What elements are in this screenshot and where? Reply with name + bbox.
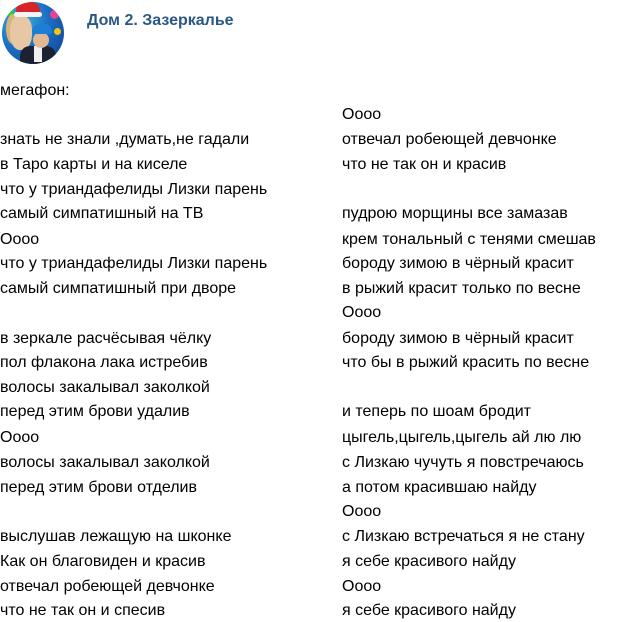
post-text-line: что бы в рыжий красить по весне (342, 354, 590, 371)
post-text-line: Оооо (0, 429, 40, 446)
post-text-line: перед этим брови удалив (0, 403, 190, 420)
post-text-line: волосы закалывал заколкой (0, 454, 210, 471)
ornament-icon (54, 28, 61, 35)
post-text-line: выслушав лежащую на шконке (0, 528, 232, 545)
group-title-link[interactable]: Дом 2. Зазеркалье (87, 12, 234, 29)
post-text-line: бороду зимою в чёрный красит (342, 330, 574, 347)
avatar-figure (10, 16, 32, 50)
post-text-line: с Лизкаю чучуть я повстречаюсь (342, 454, 584, 471)
post-text-line: пол флакона лака истребив (0, 354, 208, 371)
post-text-line: Оооо (342, 503, 382, 520)
post-text-line: самый симпатишный при дворе (0, 280, 237, 297)
post-text-line: и теперь по шоам бродит (342, 403, 531, 420)
post-text-line: в рыжий красит только по весне (342, 280, 581, 297)
post-text-line: знать не знали ,думать,не гадали (0, 131, 250, 148)
post-text-line: Оооо (0, 231, 40, 248)
post-text-line: что не так он и спесив (0, 602, 166, 619)
santa-hat-icon (32, 24, 52, 34)
post-text-line: я себе красивого найду (342, 602, 516, 619)
avatar-figure (34, 46, 42, 62)
post-text-line: перед этим брови отделив (0, 479, 197, 496)
post-text-line: мегафон: (0, 82, 70, 99)
post-text-line: крем тональный с тенями смешав (342, 231, 596, 248)
post-text-line: отвечал робеющей девчонке (342, 131, 557, 148)
post-text-line: с Лизкаю встречаться я не стану (342, 528, 585, 545)
post-text-line: в Таро карты и на киселе (0, 156, 188, 173)
post-text-line: самый симпатишный на ТВ (0, 205, 204, 222)
ornament-icon (50, 10, 59, 19)
post-text-line: в зеркале расчёсывая чёлку (0, 330, 212, 347)
post-text-line: бороду зимою в чёрный красит (342, 255, 574, 272)
post-text-line: цыгель,цыгель,цыгель ай лю лю (342, 429, 582, 446)
post-text-line: что не так он и красив (342, 156, 507, 173)
post-text-line: Оооо (342, 106, 382, 123)
post-text-line: отвечал робеющей девчонке (0, 578, 215, 595)
post-text-line: Оооо (342, 578, 382, 595)
post-text-line: что у триандафелиды Лизки парень (0, 255, 268, 272)
post-text-line: что у триандафелиды Лизки парень (0, 181, 268, 198)
post-text-line: я себе красивого найду (342, 553, 516, 570)
post-text-line: а потом красившаю найду (342, 479, 537, 496)
post-text-line: Оооо (342, 304, 382, 321)
post-text-line: пудрою морщины все замазав (342, 205, 568, 222)
post-text-line: волосы закалывал заколкой (0, 379, 210, 396)
post-text-line: Как он благовиден и красив (0, 553, 206, 570)
group-avatar[interactable] (2, 2, 64, 64)
santa-hat-icon (14, 12, 42, 17)
post-header (0, 0, 640, 70)
avatar-figure (33, 32, 49, 48)
